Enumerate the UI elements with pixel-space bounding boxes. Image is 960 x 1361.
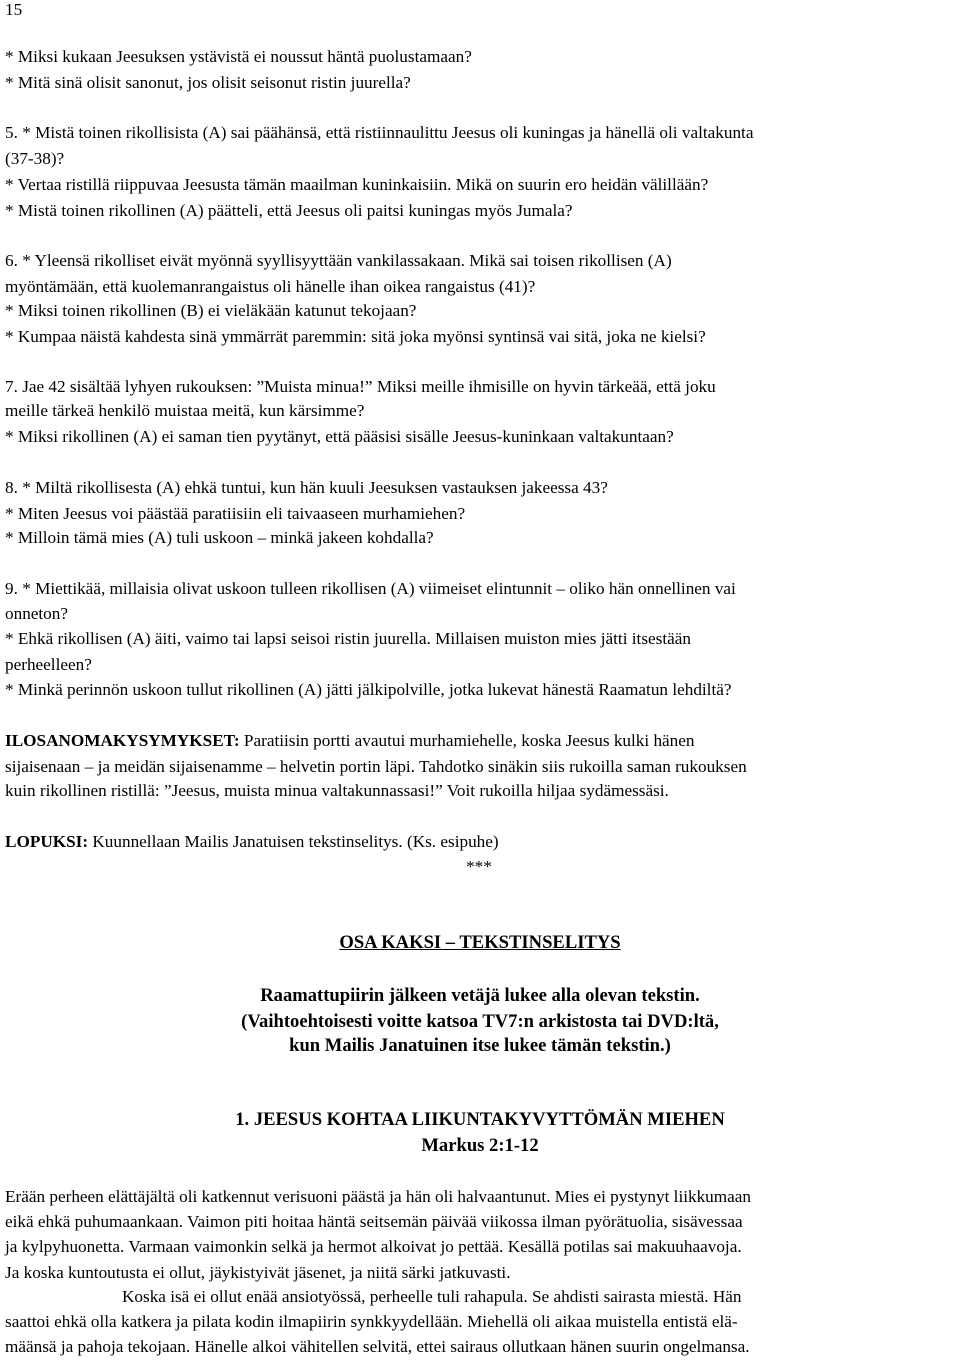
part-title: OSA KAKSI – TEKSTINSELITYS [339,932,621,953]
question-line: meille tärkeä henkilö muistaa meitä, kun kärsimme? [5,401,365,420]
ilosanoma-heading: ILOSANOMAKYSYMYKSET: [5,731,240,750]
question-line: 7. Jae 42 sisältää lyhyen rukouksen: ”Muista minua!” Miksi meille ihmisille on hyvin tärkeää, että joku [5,377,716,396]
question-line: 9. * Miettikää, millaisia olivat uskoon tulleen rikollisen (A) viimeiset elintunnit – oliko hän onnellinen vai [5,579,736,598]
question-line: 6. * Yleensä rikolliset eivät myönnä syyllisyyttään vankilassakaan. Mikä sai toisen rikollisen (A) [5,251,672,270]
body-line: Erään perheen elättäjältä oli katkennut verisuoni päästä ja hän oli halvaantunut. Mies ei pystynyt liikkumaan [5,1187,751,1206]
ilosanoma-line: sijaisenaan – ja meidän sijaisenamme – helvetin portin läpi. Tahdotko sinäkin siis rukoilla saman rukouksen [5,757,747,776]
ilosanoma-text: Paratiisin portti avautui murhamiehelle, koska Jeesus kulki hänen [239,731,695,750]
body-line: ja kylpyhuonetta. Varmaan vaimonkin selkä ja hermot alkoivat jo pettää. Kesällä potilas sai makuuhaavoja. [5,1237,742,1256]
ilosanoma-line: kuin rikollinen ristillä: ”Jeesus, muista minua valtakunnassasi!” Voit rukoilla hiljaa sydämessäsi. [5,781,669,800]
body-line: eikä ehkä puhumaankaan. Vaimon piti hoitaa häntä seitsemän päivää viikossa ilman pyörätuolia, sisävessaa [5,1212,743,1231]
question-line: * Miksi kukaan Jeesuksen ystävistä ei noussut häntä puolustamaan? [5,47,472,66]
question-line: * Mitä sinä olisit sanonut, jos olisit seisonut ristin juurella? [5,73,411,92]
question-line: * Miksi rikollinen (A) ei saman tien pyytänyt, että pääsisi sisälle Jeesus-kuninkaan valtakuntaan? [5,427,674,446]
lopuksi-text: Kuunnellaan Mailis Janatuisen tekstinselitys. (Ks. esipuhe) [88,832,499,851]
question-line: * Ehkä rikollisen (A) äiti, vaimo tai lapsi seisoi ristin juurella. Millaisen muiston mies jätti itsestään [5,629,691,648]
lopuksi-paragraph [5,831,499,853]
separator: *** [466,857,492,876]
question-line: * Milloin tämä mies (A) tuli uskoon – minkä jakeen kohdalla? [5,528,434,547]
question-line: onneton? [5,604,69,623]
section-title: 1. JEESUS KOHTAA LIIKUNTAKYVYTTÖMÄN MIEHEN [235,1109,725,1130]
question-line: * Miten Jeesus voi päästää paratiisiin eli taivaaseen murhamiehen? [5,504,466,523]
page-number: 15 [5,0,23,19]
question-line: * Mistä toinen rikollinen (A) päätteli, että Jeesus oli paitsi kuningas myös Jumala? [5,201,573,220]
question-line: 5. * Mistä toinen rikollisista (A) sai päähänsä, että ristiinnaulittu Jeesus oli kuningas ja hänellä oli valtakunta [5,123,754,142]
body-line: Ja koska kuntoutusta ei ollut, jäykistyivät jäsenet, ja niitä särki jatkuvasti. [5,1263,511,1282]
question-line: perheelleen? [5,655,92,674]
lopuksi-heading: LOPUKSI: [5,832,89,851]
question-line: * Vertaa ristillä riippuvaa Jeesusta tämän maailman kuninkaisiin. Mikä on suurin ero heidän välillään? [5,175,709,194]
body-line: saattoi ehkä olla katkera ja pilata kodin ilmapiirin synkkyydellään. Miehellä oli aikaa muistella entistä elä- [5,1312,738,1331]
question-line: * Kumpaa näistä kahdesta sinä ymmärrät paremmin: sitä joka myönsi syntinsä vai sitä, joka ne kielsi? [5,327,706,346]
section-reference: Markus 2:1-12 [421,1135,539,1156]
ilosanoma-paragraph [5,730,695,752]
question-line: 8. * Miltä rikollisesta (A) ehkä tuntui, kun hän kuuli Jeesuksen vastauksen jakeessa 43? [5,478,608,497]
instruction-line: Raamattupiirin jälkeen vetäjä lukee alla olevan tekstin. [260,985,700,1006]
instruction-line: kun Mailis Janatuinen itse lukee tämän tekstin.) [289,1035,671,1056]
question-line: * Miksi toinen rikollinen (B) ei vieläkään katunut tekojaan? [5,301,417,320]
instruction-line: (Vaihtoehtoisesti voitte katsoa TV7:n arkistosta tai DVD:ltä, [241,1011,719,1032]
question-line: myöntämään, että kuolemanrangaistus oli hänelle ihan oikea rangaistus (41)? [5,277,536,296]
body-line: Koska isä ei ollut enää ansiotyössä, perheelle tuli rahapula. Se ahdisti sairasta miestä. Hän [122,1287,742,1306]
question-line: * Minkä perinnön uskoon tullut rikollinen (A) jätti jälkipolville, jotka lukevat hänestä Raamatun lehdiltä? [5,680,732,699]
body-line: määnsä ja pahoja tekojaan. Hänelle alkoi vähitellen selvitä, ettei sairaus ollutkaan hänen suurin ongelmansa. [5,1337,750,1356]
question-line: (37-38)? [5,149,65,168]
